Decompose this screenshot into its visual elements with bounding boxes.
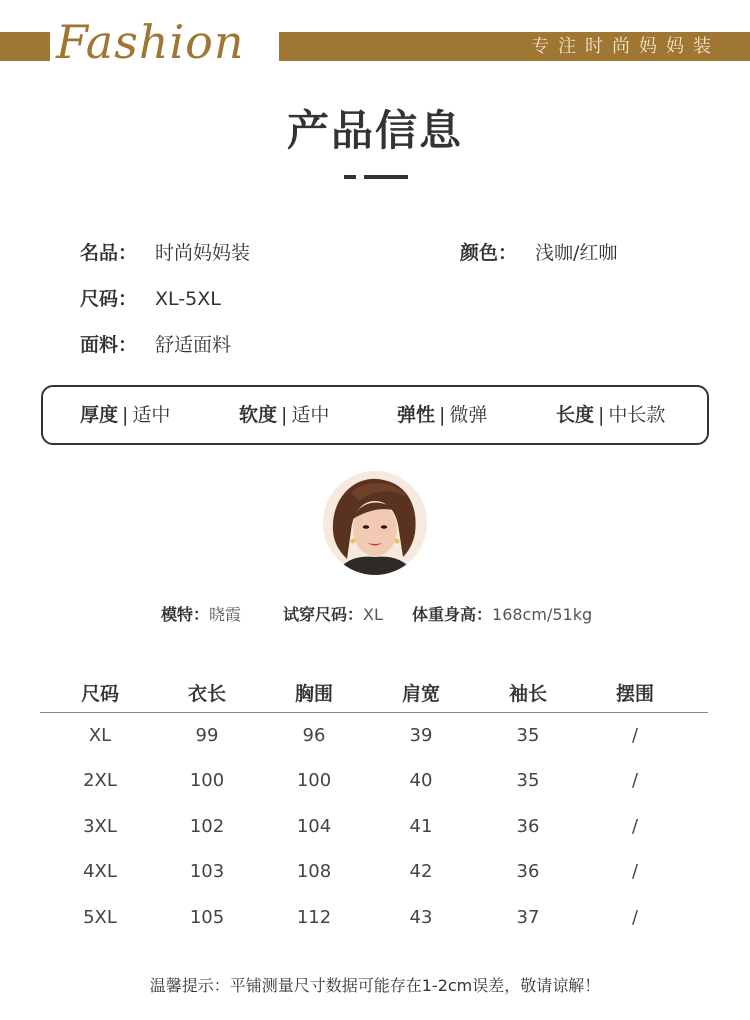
- table-cell: /: [631, 907, 639, 928]
- attribute-box: [41, 385, 709, 445]
- attr-length: [556, 387, 665, 443]
- table-cell: 96: [302, 725, 326, 746]
- column-header: 袖长: [508, 683, 547, 705]
- attr-separator: |: [281, 404, 288, 426]
- table-cell: 41: [409, 816, 433, 837]
- table-cell: 37: [516, 907, 540, 928]
- model-body-label: 体重身高：: [412, 605, 493, 624]
- attr-label: 软度: [239, 404, 278, 426]
- title-underline-short: [344, 175, 356, 179]
- attr-label: 厚度: [80, 404, 119, 426]
- table-row: [0, 814, 750, 840]
- model-name-label: 模特：: [161, 605, 210, 624]
- table-cell: 108: [296, 861, 332, 882]
- brand-logo: Fashion: [56, 15, 245, 69]
- table-row: [0, 859, 750, 885]
- attr-value: 中长款: [608, 404, 666, 426]
- info-fabric-label: 面料：: [80, 334, 138, 356]
- info-color-value: 浅咖/红咖: [535, 242, 618, 264]
- table-cell: 36: [516, 861, 540, 882]
- top-banner: [0, 0, 750, 90]
- info-color: [460, 240, 617, 266]
- model-body-value: 168cm/51kg: [492, 605, 593, 624]
- table-cell: 40: [409, 770, 433, 791]
- table-cell: 100: [296, 770, 332, 791]
- table-cell: 103: [189, 861, 225, 882]
- size-table-header: [0, 680, 750, 708]
- table-cell: 5XL: [83, 907, 117, 928]
- table-cell: 43: [409, 907, 433, 928]
- banner-bar-left: [0, 32, 50, 61]
- table-cell: 35: [516, 770, 540, 791]
- table-cell: 102: [189, 816, 225, 837]
- model-portrait-icon: [323, 471, 427, 575]
- model-size: [283, 604, 383, 626]
- column-header: 衣长: [187, 683, 226, 705]
- attr-separator: |: [122, 404, 129, 426]
- measurement-note: 温馨提示：平铺测量尺寸数据可能存在1-2cm误差，敬请谅解！: [149, 976, 601, 995]
- attr-softness: [239, 387, 329, 443]
- info-name-value: 时尚妈妈装: [155, 242, 251, 264]
- model-size-value: XL: [363, 605, 383, 624]
- column-header: 胸围: [294, 683, 333, 705]
- table-cell: 99: [195, 725, 219, 746]
- table-row: [0, 723, 750, 749]
- table-cell: 39: [409, 725, 433, 746]
- table-cell: 2XL: [83, 770, 117, 791]
- info-name: [80, 240, 250, 266]
- table-cell: /: [631, 770, 639, 791]
- table-cell: 100: [189, 770, 225, 791]
- table-divider: [40, 712, 708, 713]
- table-cell: /: [631, 861, 639, 882]
- attr-separator: |: [439, 404, 446, 426]
- model-name-value: 晓霞: [209, 605, 242, 624]
- info-fabric: [80, 332, 231, 358]
- attr-thickness: [80, 387, 170, 443]
- model-name: [161, 604, 241, 626]
- info-fabric-value: 舒适面料: [155, 334, 232, 356]
- attr-value: 微弹: [449, 404, 488, 426]
- column-header: 尺码: [80, 683, 119, 705]
- table-cell: 3XL: [83, 816, 117, 837]
- attr-elasticity: [397, 387, 487, 443]
- table-cell: 112: [296, 907, 332, 928]
- table-cell: 36: [516, 816, 540, 837]
- table-cell: /: [631, 725, 639, 746]
- table-cell: 35: [516, 725, 540, 746]
- info-size: [80, 286, 221, 312]
- model-size-label: 试穿尺码：: [283, 605, 364, 624]
- attr-value: 适中: [132, 404, 171, 426]
- table-cell: XL: [88, 725, 112, 746]
- column-header: 摆围: [615, 683, 654, 705]
- table-row: [0, 768, 750, 794]
- info-size-value: XL-5XL: [155, 288, 221, 310]
- title-underline-long: [364, 175, 408, 179]
- banner-slogan: 专注时尚妈妈装: [531, 36, 720, 57]
- attr-value: 适中: [291, 404, 330, 426]
- table-cell: 104: [296, 816, 332, 837]
- page-title: 产品信息: [286, 106, 463, 155]
- table-cell: /: [631, 816, 639, 837]
- model-avatar: [323, 471, 427, 575]
- model-body: [412, 604, 592, 626]
- table-row: [0, 905, 750, 931]
- table-cell: 42: [409, 861, 433, 882]
- info-size-label: 尺码：: [80, 288, 138, 310]
- info-color-label: 颜色：: [460, 242, 518, 264]
- attr-separator: |: [598, 404, 605, 426]
- attr-label: 长度: [556, 404, 595, 426]
- table-cell: 4XL: [83, 861, 117, 882]
- info-name-label: 名品：: [80, 242, 138, 264]
- column-header: 肩宽: [401, 683, 440, 705]
- table-cell: 105: [189, 907, 225, 928]
- attr-label: 弹性: [397, 404, 436, 426]
